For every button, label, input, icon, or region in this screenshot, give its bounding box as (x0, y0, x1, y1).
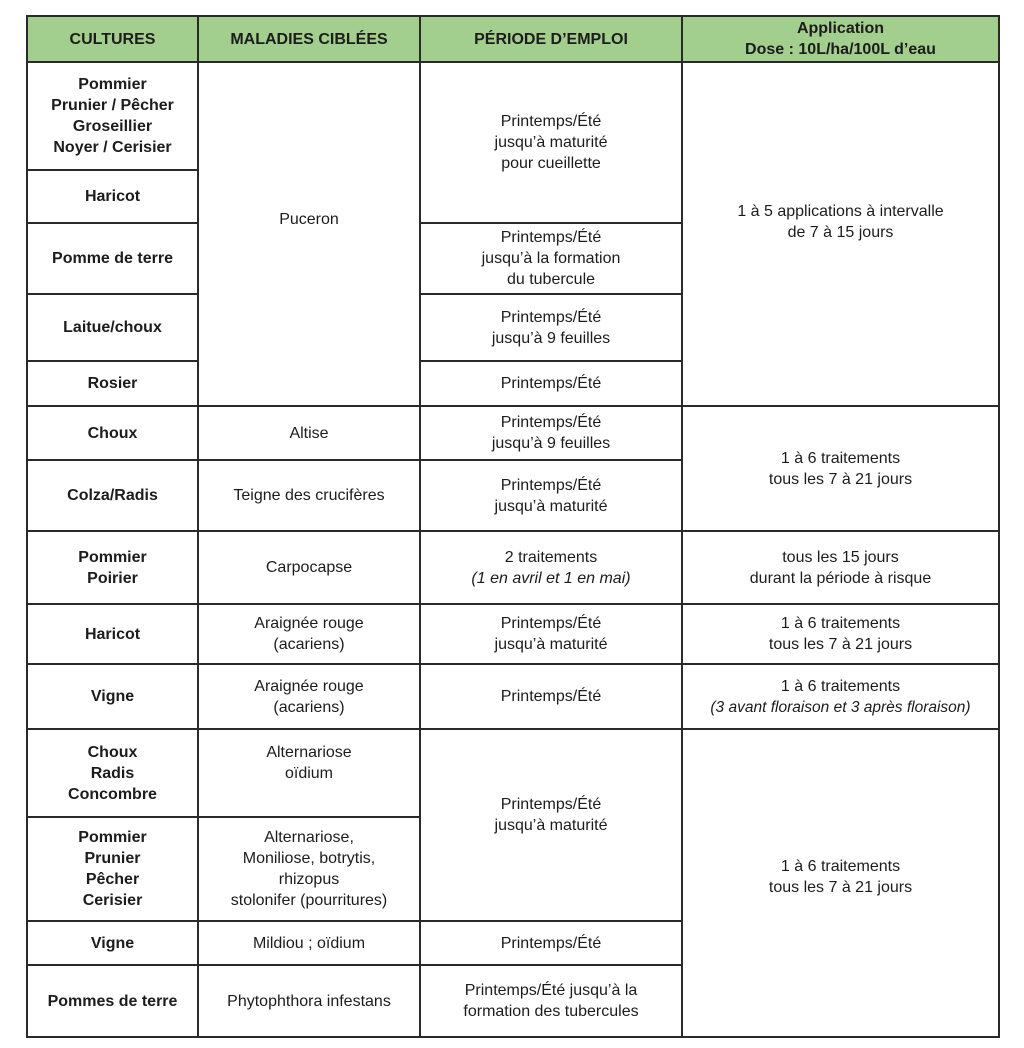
crop-line: Groseillier (72, 118, 153, 135)
period-cell: Printemps/Été (420, 664, 682, 729)
crop-cell: Pommes de terre (27, 965, 198, 1037)
period-line: jusqu’à maturité (494, 134, 608, 151)
crop-cell: Vigne (27, 921, 198, 965)
period-line: Printemps/Été (500, 308, 602, 326)
period-line: Printemps/Été (500, 476, 602, 494)
table-row (27, 729, 999, 817)
period-cell (420, 729, 682, 921)
application-cell (682, 62, 999, 406)
crop-line: Noyer / Cerisier (53, 139, 172, 156)
crop-cell (27, 729, 198, 817)
period-line: jusqu’à maturité (494, 817, 608, 834)
header-periode: PÉRIODE D’EMPLOI (420, 16, 682, 62)
application-line: 1 à 6 traitements (780, 615, 901, 632)
period-line: pour cueillette (501, 155, 601, 172)
period-line: Printemps/Été jusqu’à la (464, 982, 638, 999)
application-cell (682, 664, 999, 729)
crop-cell (27, 531, 198, 604)
disease-cell: Phytophthora infestans (198, 965, 420, 1037)
crop-cell: Vigne (27, 664, 198, 729)
crop-cell: Laitue/choux (27, 294, 198, 361)
application-line: 1 à 5 applications à intervalle (737, 203, 944, 220)
header-row (27, 16, 999, 62)
application-line: 1 à 6 traitements (780, 449, 901, 467)
period-line: du tubercule (506, 271, 596, 288)
application-line: tous les 15 jours (782, 548, 899, 566)
header-cultures: CULTURES (27, 16, 198, 62)
application-line-italic: (3 avant floraison et 3 après floraison) (710, 698, 971, 716)
application-cell (682, 531, 999, 604)
disease-cell: Carpocapse (198, 531, 420, 604)
period-line: Printemps/Été (500, 113, 602, 130)
header-application-line1: Application (796, 20, 885, 37)
period-line: jusqu’à 9 feuilles (491, 435, 611, 452)
disease-cell (198, 664, 420, 729)
disease-cell: Altise (198, 406, 420, 460)
application-line: tous les 7 à 21 jours (768, 636, 913, 653)
period-cell (420, 531, 682, 604)
treatment-table (26, 15, 1000, 1038)
table-row (27, 664, 999, 729)
disease-line: (acariens) (273, 698, 345, 716)
disease-cell (198, 817, 420, 921)
period-line: Printemps/Été (500, 414, 602, 431)
disease-line: Alternariose, (264, 829, 354, 846)
period-line: formation des tubercules (463, 1003, 639, 1020)
table-row (27, 531, 999, 604)
crop-cell: Rosier (27, 361, 198, 406)
disease-line: Araignée rouge (254, 677, 364, 695)
period-line: 2 traitements (504, 548, 598, 566)
period-line: jusqu’à maturité (494, 636, 608, 653)
crop-line: Cerisier (82, 892, 143, 909)
header-maladies: MALADIES CIBLÉES (198, 16, 420, 62)
crop-line: Pommier (78, 829, 147, 846)
crop-line: Pommier (78, 76, 147, 93)
disease-line: Araignée rouge (254, 615, 364, 632)
disease-cell: Teigne des crucifères (198, 460, 420, 531)
period-cell: Printemps/Été (420, 361, 682, 406)
period-line-italic: (1 en avril et 1 en mai) (471, 569, 631, 587)
disease-text: Puceron (279, 210, 339, 228)
disease-cell (198, 62, 420, 406)
disease-line: Moniliose, botrytis, (242, 850, 376, 867)
application-cell (682, 604, 999, 664)
application-line: durant la période à risque (749, 569, 932, 587)
period-line: jusqu’à 9 feuilles (491, 329, 611, 347)
application-line: de 7 à 15 jours (787, 224, 894, 241)
crop-line: Pêcher (85, 871, 140, 888)
disease-line: stolonifer (pourritures) (230, 892, 388, 909)
period-line: jusqu’à maturité (494, 497, 608, 515)
period-line: Printemps/Été (500, 796, 602, 813)
header-application (682, 16, 999, 62)
disease-cell (198, 604, 420, 664)
period-line: jusqu’à la formation (481, 250, 621, 267)
table-row (27, 406, 999, 460)
period-line: Printemps/Été (500, 229, 602, 246)
header-application-line2: Dose : 10L/ha/100L d’eau (745, 41, 936, 58)
application-cell (682, 406, 999, 531)
crop-line: Concombre (68, 785, 157, 803)
crop-line: Pommier (78, 548, 147, 566)
crop-cell: Haricot (27, 604, 198, 664)
application-line: tous les 7 à 21 jours (768, 470, 913, 488)
table-row (27, 604, 999, 664)
disease-line: oïdium (284, 765, 334, 782)
period-cell (420, 406, 682, 460)
crop-line: Prunier (84, 850, 141, 867)
application-line: 1 à 6 traitements (780, 858, 901, 875)
period-cell (420, 62, 682, 223)
application-cell (682, 729, 999, 1037)
crop-line: Radis (90, 764, 135, 782)
crop-cell: Pomme de terre (27, 223, 198, 294)
crop-cell: Choux (27, 406, 198, 460)
crop-cell (27, 62, 198, 170)
period-cell (420, 460, 682, 531)
crop-cell: Colza/Radis (27, 460, 198, 531)
crop-cell (27, 817, 198, 921)
period-cell (420, 965, 682, 1037)
disease-line: Alternariose (266, 744, 352, 761)
disease-line: rhizopus (278, 871, 340, 888)
crop-line: Poirier (87, 569, 138, 587)
period-line: Printemps/Été (500, 615, 602, 632)
disease-cell: Mildiou ; oïdium (198, 921, 420, 965)
period-cell (420, 223, 682, 294)
application-line: 1 à 6 traitements (780, 677, 901, 695)
disease-line: (acariens) (273, 636, 345, 653)
crop-line: Prunier / Pêcher (51, 97, 174, 114)
period-cell (420, 604, 682, 664)
application-line: tous les 7 à 21 jours (768, 879, 913, 896)
period-cell (420, 294, 682, 361)
period-cell: Printemps/Été (420, 921, 682, 965)
crop-line: Choux (87, 743, 138, 761)
disease-cell (198, 729, 420, 817)
crop-cell: Haricot (27, 170, 198, 223)
table-row (27, 62, 999, 170)
